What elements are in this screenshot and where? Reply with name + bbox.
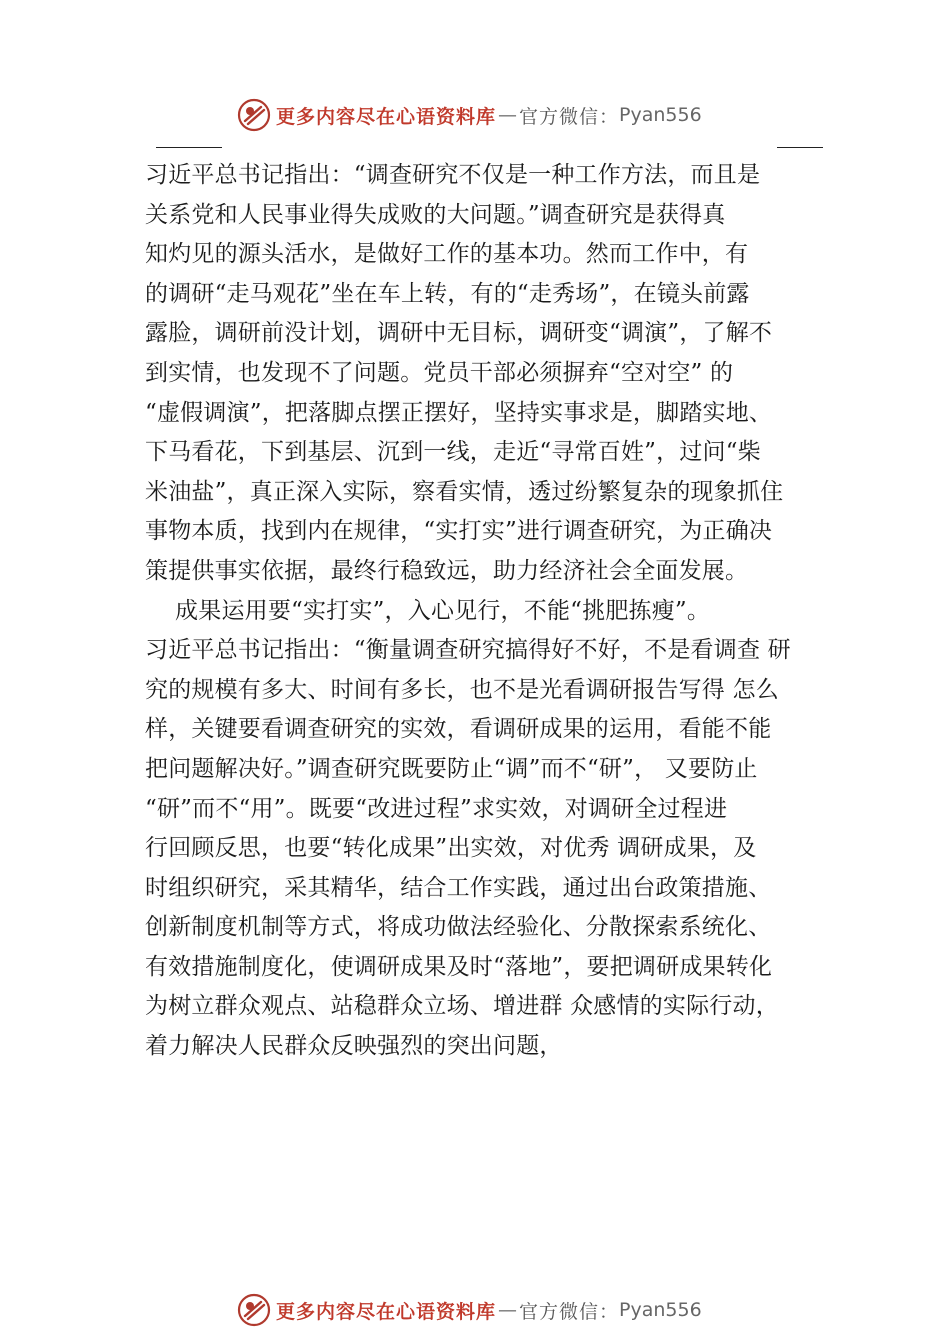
text-line: 为树立群众观点、站稳群众立场、增进群 众感情的实际行动， xyxy=(145,993,779,1020)
header-watermark xyxy=(236,95,702,135)
watermark-channel: 官方微信： xyxy=(519,1300,620,1323)
watermark-wechat-id: Pyan556 xyxy=(619,1299,702,1321)
header-rule-right xyxy=(777,147,823,148)
watermark-brand: 更多内容尽在心语资料库 xyxy=(276,1300,497,1323)
text-line: 下马看花，下到基层、沉到一线，走近“寻常百姓”，过问“柴 xyxy=(145,439,761,466)
seal-logo-icon xyxy=(236,1292,272,1328)
text-line: 知灼见的源头活水，是做好工作的基本功。然而工作中，有 xyxy=(145,241,749,268)
text-line: 样，关键要看调查研究的实效，看调研成果的运用，看能不能 xyxy=(145,716,772,743)
header-rule-left xyxy=(156,147,222,148)
watermark-dash: — xyxy=(498,104,518,126)
text-line: 成果运用要“实打实”，入心见行，不能“挑肥拣瘦”。 xyxy=(145,597,711,624)
text-line: 创新制度机制等方式，将成功做法经验化、分散探索系统化、 xyxy=(145,914,772,941)
text-line: 时组织研究，采其精华，结合工作实践，通过出台政策措施、 xyxy=(145,874,772,901)
text-line: 事物本质，找到内在规律，“实打实”进行调查研究，为正确决 xyxy=(145,518,773,545)
text-line: 把问题解决好。”调查研究既要防止“调”而不“研”， 又要防止 xyxy=(145,755,758,782)
watermark-channel: 官方微信： xyxy=(519,105,620,128)
text-line: 有效措施制度化，使调研成果及时“落地”，要把调研成果转化 xyxy=(145,953,773,980)
text-line: “虚假调演”，把落脚点摆正摆好，坚持实事求是，脚踏实地、 xyxy=(145,399,773,426)
text-line: 习近平总书记指出：“调查研究不仅是一种工作方法，而且是 xyxy=(145,162,761,188)
text-line: 究的规模有多大、时间有多长，也不是光看调研报告写得 怎么 xyxy=(145,676,779,703)
seal-logo-icon xyxy=(236,97,272,133)
document-body xyxy=(145,156,845,1067)
text-line: 露脸，调研前没计划，调研中无目标，调研变“调演”，了解不 xyxy=(145,320,773,347)
footer-watermark xyxy=(236,1290,702,1330)
text-line: 关系党和人民事业得失成败的大问题。”调查研究是获得真 xyxy=(145,201,726,228)
text-line: 行回顾反思，也要“转化成果”出实效，对优秀 调研成果，及 xyxy=(145,835,757,862)
text-line: 习近平总书记指出：“衡量调查研究搞得好不好，不是看调查 研 xyxy=(145,637,791,664)
text-line: 到实情，也发现不了问题。党员干部必须摒弃“空对空” 的 xyxy=(145,359,734,386)
watermark-wechat-id: Pyan556 xyxy=(619,104,702,126)
text-line: 的调研“走马观花”坐在车上转，有的“走秀场”，在镜头前露 xyxy=(145,280,750,307)
watermark-dash: — xyxy=(498,1299,518,1321)
text-line: “研”而不“用”。既要“改进过程”求实效，对调研全过程进 xyxy=(145,795,728,822)
text-line: 米油盐”，真正深入实际，察看实情，透过纷繁复杂的现象抓住 xyxy=(145,478,784,505)
watermark-brand: 更多内容尽在心语资料库 xyxy=(276,105,497,128)
text-line: 着力解决人民群众反映强烈的突出问题， xyxy=(145,1033,563,1060)
text-line: 策提供事实依据，最终行稳致远，助力经济社会全面发展。 xyxy=(145,557,749,584)
